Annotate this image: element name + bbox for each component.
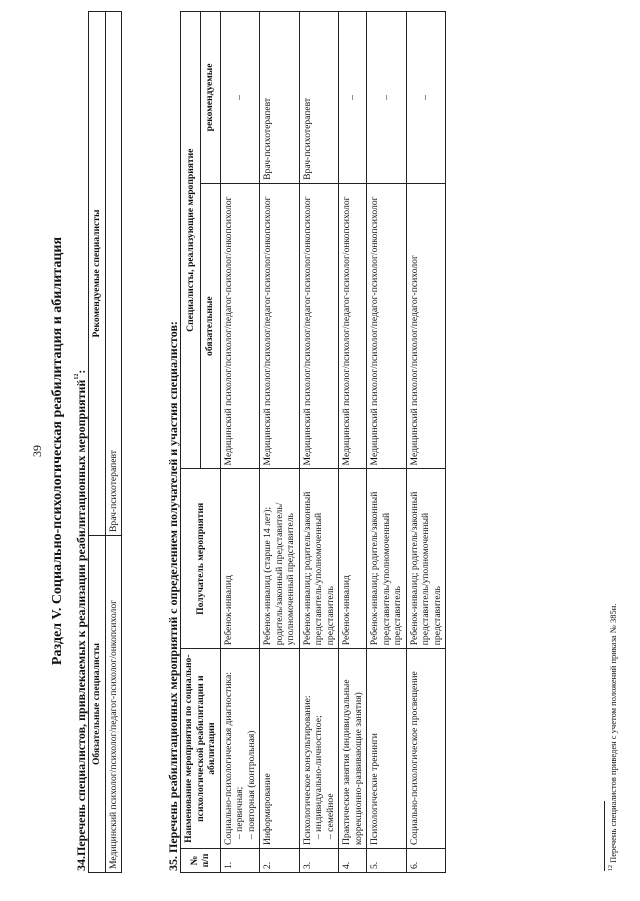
page-number: 39 [30,445,44,457]
activity-name-text: Психологическое консультирование: [301,695,313,846]
activity-subitem: – повторная (контрольная) [245,730,257,840]
required-specialists: Медицинский психолог/психолог/педагог-психолог/онкопсихолог [339,183,367,469]
section-34-title-end: : [74,369,88,374]
activity-name [339,649,367,849]
recommended-specialists-value: Врач-психотерапевт [105,12,122,536]
table-row [220,12,260,873]
footnote-text: Перечень специалистов приведен с учетом положений приказа № 385н. [608,603,618,863]
activity-name-text: Информирование [262,773,273,846]
activity-subitem: – семейное [324,793,336,840]
footnote-number: 12 [608,865,614,871]
required-specialists: Медицинский психолог/психолог/педагог-психолог/онкопсихолог [220,183,260,469]
activities-table [180,11,446,873]
recommended-specialists: – [367,12,407,184]
num-header: № п/п [181,849,221,873]
required-specialists: Медицинский психолог/психолог/педагог-психолог/онкопсихолог [260,183,300,469]
activity-name-text: Практические занятия (индивидуальные коррекционно-развивающие занятия) [341,679,364,846]
table-row [367,12,407,873]
footnote-ref: 12 [74,373,80,380]
required-header: обязательные [200,183,220,469]
recipient: Ребенок-инвалид; родитель/законный представитель/уполномоченный представитель [367,469,407,649]
section-35-title: 35. Перечень реабилитационных мероприятий с определением получателей и участия специалистов: [166,321,180,871]
activity-name [367,649,407,849]
row-number: 5. [367,849,407,873]
recommended-header: рекомендуемые [200,12,220,184]
row-number: 4. [339,849,367,873]
activity-name [406,649,446,849]
section-34-title [74,31,89,871]
activity-name [220,649,260,849]
footnote [608,171,618,871]
activity-name-text: Психологические тренинги [369,733,380,846]
recipient-header: Получатель мероприятия [181,469,221,649]
activity-name [299,649,339,849]
recipient: Ребенок-инвалид; родитель/законный представитель/уполномоченный представитель [406,469,446,649]
recommended-specialists: – [406,12,446,184]
required-specialists-value: Медицинский психолог/психолог/педагог-психолог/онкопсихолог [105,536,122,873]
specialists-header: Специалисты, реализующие мероприятие [181,12,201,469]
footnote-divider [604,801,605,871]
recommended-specialists: – [339,12,367,184]
recipient: Ребенок-инвалид (старше 14 лет); родитель/законный представитель/уполномоченный представитель [260,469,300,649]
table-row [339,12,367,873]
required-specialists-header: Обязательные специалисты [89,536,106,873]
row-number: 3. [299,849,339,873]
required-specialists: Медицинский психолог/психолог/педагог-психолог/онкопсихолог [299,183,339,469]
activity-name-text: Социально-психологическое просвещение [408,671,420,846]
activity-name [260,649,300,849]
required-specialists: Медицинский психолог/психолог/педагог-психолог/онкопсихолог [367,183,407,469]
row-number: 6. [406,849,446,873]
recommended-specialists-header: Рекомендуемые специалисты [89,12,106,536]
recommended-specialists: – [220,12,260,184]
specialists-header-row [89,12,106,873]
activity-name-header: Наименование мероприятия по социально-психологической реабилитации и абилитации [181,649,221,849]
activities-body [220,12,446,873]
activity-subitem: – индивидуально-личностное; [313,715,324,840]
recommended-specialists: Врач-психотерапевт [299,12,339,184]
recipient: Ребенок-инвалид [220,469,260,649]
specialists-table [88,11,122,873]
activity-subitem: – первичная; [234,786,245,840]
row-number: 2. [260,849,300,873]
row-number: 1. [220,849,260,873]
activities-header-row [181,12,201,873]
activity-name-text: Социально-психологическая диагностика: [222,672,234,846]
specialists-value-row [105,12,122,873]
section-heading: Раздел V. Социально-психологическая реабилитация и абилитация [50,236,65,666]
recommended-specialists: Врач-психотерапевт [260,12,300,184]
table-row [299,12,339,873]
section-34-title-text: 34.Перечень специалистов, привлекаемых к реализации реабилитационных мероприятий [74,379,88,871]
recipient: Ребенок-инвалид; родитель/законный представитель/уполномоченный представитель [299,469,339,649]
table-row [406,12,446,873]
table-row [260,12,300,873]
required-specialists: Медицинский психолог/психолог/педагог-психолог [406,183,446,469]
recipient: Ребенок-инвалид [339,469,367,649]
